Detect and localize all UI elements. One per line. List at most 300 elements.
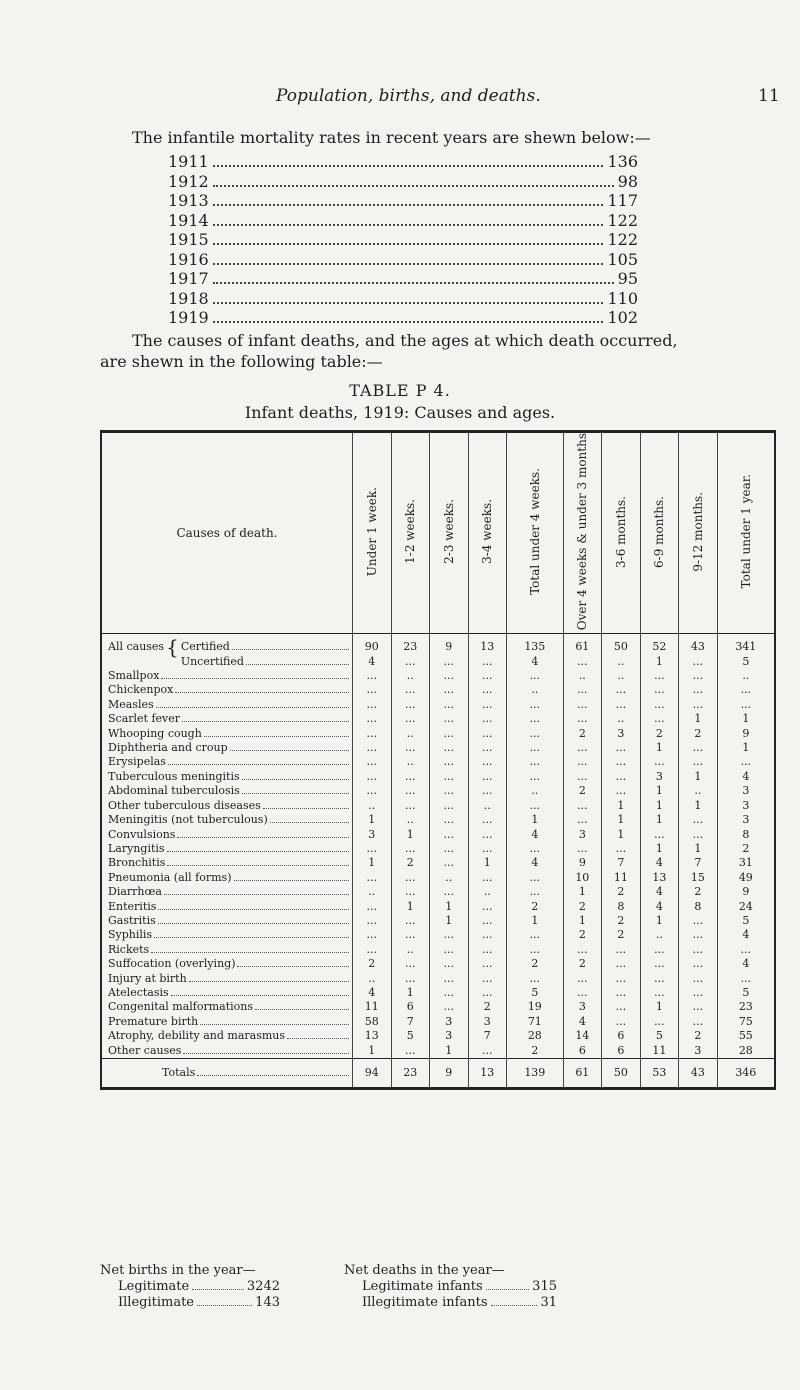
cause-cell bbox=[101, 799, 353, 813]
dot-leader bbox=[234, 880, 350, 881]
table-row bbox=[101, 727, 775, 741]
dot-leader-line bbox=[108, 972, 352, 986]
value-cell: ... bbox=[353, 698, 392, 712]
mortality-rate-row bbox=[168, 269, 638, 289]
value-cell: ... bbox=[391, 655, 430, 669]
value-cell: 4 bbox=[507, 655, 564, 669]
value-cell: ... bbox=[430, 842, 469, 856]
column-header bbox=[679, 432, 718, 634]
value-cell: 4 bbox=[717, 770, 775, 784]
value-cell: 1 bbox=[353, 856, 392, 870]
cause-cell bbox=[101, 669, 353, 683]
rate-value: 98 bbox=[617, 171, 638, 191]
value-cell: ... bbox=[507, 712, 564, 726]
running-title: Population, births, and deaths. bbox=[276, 86, 541, 106]
total-value-cell: 94 bbox=[353, 1059, 392, 1089]
value-cell: ... bbox=[391, 770, 430, 784]
column-header bbox=[468, 432, 507, 634]
value-cell: ... bbox=[353, 669, 392, 683]
value-cell: ... bbox=[602, 741, 641, 755]
value-cell: 1 bbox=[602, 813, 641, 827]
dot-leader bbox=[158, 909, 349, 910]
cause-label: Bronchitis bbox=[108, 856, 166, 870]
value-cell: 4 bbox=[563, 1015, 602, 1029]
value-cell: ... bbox=[602, 842, 641, 856]
value-cell: 49 bbox=[717, 871, 775, 885]
value-cell: ... bbox=[507, 799, 564, 813]
value-cell: 2 bbox=[507, 900, 564, 914]
dot-leader bbox=[182, 721, 349, 722]
total-value-cell: 50 bbox=[602, 1059, 641, 1089]
dot-leader-line bbox=[108, 871, 352, 885]
cause-cell bbox=[101, 842, 353, 856]
value-cell: 2 bbox=[468, 1000, 507, 1014]
cause-label: Diphtheria and croup bbox=[108, 741, 228, 755]
dot-leader bbox=[213, 302, 604, 304]
table-row bbox=[101, 885, 775, 899]
value-cell: 14 bbox=[563, 1029, 602, 1043]
legitimate-births-row bbox=[100, 1279, 280, 1295]
column-header bbox=[507, 432, 564, 634]
dot-leader bbox=[200, 1024, 349, 1025]
year-label: 1915 bbox=[168, 230, 209, 249]
column-header bbox=[563, 432, 602, 634]
value-cell: 1 bbox=[640, 1000, 679, 1014]
dot-leader-line bbox=[108, 943, 352, 957]
value-cell: 3 bbox=[563, 1000, 602, 1014]
mortality-rate-list bbox=[168, 152, 638, 328]
value-cell: ... bbox=[468, 972, 507, 986]
rate-value: 117 bbox=[607, 191, 638, 210]
value-cell: 2 bbox=[602, 914, 641, 928]
value-cell: ... bbox=[430, 698, 469, 712]
value-cell: ... bbox=[391, 842, 430, 856]
cause-label: Gastritis bbox=[108, 913, 156, 927]
value-cell: 3 bbox=[353, 828, 392, 842]
value-cell: .. bbox=[468, 799, 507, 813]
value-cell: ... bbox=[507, 943, 564, 957]
value-cell: 10 bbox=[563, 871, 602, 885]
value-cell: 23 bbox=[391, 634, 430, 655]
value-cell: 2 bbox=[353, 957, 392, 971]
dot-leader-line bbox=[108, 856, 352, 870]
dot-leader-line bbox=[108, 698, 352, 712]
value-cell: ... bbox=[353, 900, 392, 914]
value-cell: 9 bbox=[717, 727, 775, 741]
column-header-label: 3-6 months. bbox=[613, 495, 628, 568]
value-cell: 6 bbox=[602, 1029, 641, 1043]
value-cell: ... bbox=[602, 972, 641, 986]
value-cell: ... bbox=[353, 770, 392, 784]
value-cell: ... bbox=[507, 669, 564, 683]
cause-cell bbox=[101, 885, 353, 899]
dot-leader bbox=[168, 764, 349, 765]
cause-cell bbox=[101, 712, 353, 726]
value-cell: ... bbox=[468, 712, 507, 726]
value-cell: 58 bbox=[353, 1015, 392, 1029]
illegitimate-births-row bbox=[100, 1295, 280, 1311]
value-cell: 1 bbox=[602, 799, 641, 813]
value-cell: ... bbox=[468, 813, 507, 827]
dot-leader-line bbox=[108, 683, 352, 697]
all-causes-row bbox=[101, 655, 775, 669]
value-cell: 5 bbox=[507, 986, 564, 1000]
cause-cell bbox=[101, 755, 353, 769]
cause-cell bbox=[101, 914, 353, 928]
value-cell: 1 bbox=[640, 655, 679, 669]
value-cell: ... bbox=[353, 727, 392, 741]
value-cell: ... bbox=[602, 755, 641, 769]
cause-cell bbox=[101, 928, 353, 942]
value-cell: 2 bbox=[563, 928, 602, 942]
value-cell: ... bbox=[640, 669, 679, 683]
value-cell: ... bbox=[468, 727, 507, 741]
value-cell: ... bbox=[468, 986, 507, 1000]
value-cell: 15 bbox=[679, 871, 718, 885]
value-cell: ... bbox=[391, 712, 430, 726]
value-cell: ... bbox=[430, 972, 469, 986]
dot-leader-line bbox=[108, 727, 352, 741]
cause-cell bbox=[101, 943, 353, 957]
value-cell: ... bbox=[507, 698, 564, 712]
cause-label: Erysipelas bbox=[108, 755, 166, 769]
dot-leader-line bbox=[181, 640, 352, 654]
value-cell: 2 bbox=[507, 957, 564, 971]
value-cell: ... bbox=[640, 1015, 679, 1029]
value-cell: 1 bbox=[679, 842, 718, 856]
value-cell: ... bbox=[468, 928, 507, 942]
value-cell: ... bbox=[679, 914, 718, 928]
cause-cell bbox=[101, 741, 353, 755]
cause-cell bbox=[101, 986, 353, 1000]
value-cell: 28 bbox=[507, 1029, 564, 1043]
value-cell: 1 bbox=[563, 914, 602, 928]
cause-label: Diarrhœa bbox=[108, 885, 162, 899]
dot-leader bbox=[164, 894, 349, 895]
value-cell: ... bbox=[717, 683, 775, 697]
dot-leader bbox=[175, 692, 349, 693]
cause-label: Injury at birth bbox=[108, 971, 187, 985]
value-cell: ... bbox=[391, 1044, 430, 1059]
mortality-rate-row bbox=[168, 152, 638, 172]
value-cell: 19 bbox=[507, 1000, 564, 1014]
value-cell: ... bbox=[679, 655, 718, 669]
dot-leader bbox=[204, 736, 349, 737]
cause-label: Chickenpox bbox=[108, 683, 174, 697]
value-cell: .. bbox=[602, 669, 641, 683]
value-cell: ... bbox=[468, 741, 507, 755]
cause-label: Other causes bbox=[108, 1043, 182, 1057]
value-cell: .. bbox=[353, 972, 392, 986]
cause-cell bbox=[101, 957, 353, 971]
causes-paragraph bbox=[100, 330, 800, 372]
value-cell: .. bbox=[391, 943, 430, 957]
value-cell: ... bbox=[468, 655, 507, 669]
value-cell: ... bbox=[468, 1044, 507, 1059]
value-cell: 2 bbox=[563, 784, 602, 798]
table-row bbox=[101, 755, 775, 769]
value-cell: ... bbox=[640, 957, 679, 971]
value-cell: 24 bbox=[717, 900, 775, 914]
value-cell: ... bbox=[507, 755, 564, 769]
table-row bbox=[101, 856, 775, 870]
value-cell: 1 bbox=[640, 914, 679, 928]
table-row bbox=[101, 784, 775, 798]
dot-leader-line bbox=[108, 1015, 352, 1029]
value-cell: 8 bbox=[602, 900, 641, 914]
value-cell: ... bbox=[391, 885, 430, 899]
dot-leader bbox=[167, 865, 349, 866]
cause-cell bbox=[101, 871, 353, 885]
value-cell: ... bbox=[563, 943, 602, 957]
value-cell: ... bbox=[468, 669, 507, 683]
value-cell: 8 bbox=[679, 900, 718, 914]
mortality-rate-row bbox=[168, 308, 638, 328]
value-cell: .. bbox=[717, 669, 775, 683]
value-cell: 1 bbox=[391, 828, 430, 842]
value-cell: ... bbox=[468, 842, 507, 856]
all-causes-row bbox=[101, 634, 775, 655]
value-cell: 1 bbox=[430, 1044, 469, 1059]
value-cell: .. bbox=[353, 885, 392, 899]
value-cell: ... bbox=[602, 1015, 641, 1029]
illegit-infants-label: Illegitimate infants bbox=[362, 1295, 488, 1310]
value-cell: 2 bbox=[679, 885, 718, 899]
value-cell: ... bbox=[679, 957, 718, 971]
value-cell: 55 bbox=[717, 1029, 775, 1043]
total-value-cell: 13 bbox=[468, 1059, 507, 1089]
dot-leader bbox=[270, 822, 349, 823]
table-subtitle: Infant deaths, 1919: Causes and ages. bbox=[244, 403, 556, 422]
table-header-row bbox=[101, 432, 775, 634]
value-cell: ... bbox=[679, 828, 718, 842]
value-cell: ... bbox=[391, 914, 430, 928]
value-cell: ... bbox=[717, 972, 775, 986]
table-row bbox=[101, 813, 775, 827]
table-row bbox=[101, 828, 775, 842]
dot-leader bbox=[237, 966, 349, 967]
value-cell: .. bbox=[640, 928, 679, 942]
value-cell: ... bbox=[468, 957, 507, 971]
value-cell: ... bbox=[430, 799, 469, 813]
cause-label: Tuberculous meningitis bbox=[108, 769, 240, 783]
cause-label: Atrophy, debility and marasmus bbox=[108, 1029, 285, 1043]
value-cell: 1 bbox=[353, 1044, 392, 1059]
value-cell: ... bbox=[391, 928, 430, 942]
value-cell: ... bbox=[468, 900, 507, 914]
value-cell: ... bbox=[430, 928, 469, 942]
dot-leader-line bbox=[162, 1059, 352, 1087]
value-cell: ... bbox=[640, 972, 679, 986]
dot-leader bbox=[158, 923, 349, 924]
value-cell: 3 bbox=[602, 727, 641, 741]
value-cell: 11 bbox=[640, 1044, 679, 1059]
value-cell: .. bbox=[391, 755, 430, 769]
value-cell: 1 bbox=[468, 856, 507, 870]
value-cell: ... bbox=[507, 741, 564, 755]
value-cell: 28 bbox=[717, 1044, 775, 1059]
value-cell: .. bbox=[602, 712, 641, 726]
total-value-cell: 43 bbox=[679, 1059, 718, 1089]
all-causes-label: All causes bbox=[108, 640, 165, 654]
value-cell: ... bbox=[468, 871, 507, 885]
value-cell: 61 bbox=[563, 634, 602, 655]
cause-label: Abdominal tuberculosis bbox=[108, 784, 240, 798]
value-cell: .. bbox=[391, 727, 430, 741]
value-cell: 4 bbox=[717, 957, 775, 971]
dot-leader-line bbox=[108, 928, 352, 942]
dot-leader bbox=[213, 263, 604, 265]
value-cell: ... bbox=[468, 755, 507, 769]
dot-leader-line bbox=[108, 755, 352, 769]
year-label: 1913 bbox=[168, 191, 209, 210]
cause-label: Other tuberculous diseases bbox=[108, 798, 261, 812]
illegit-infants-value: 31 bbox=[540, 1295, 557, 1310]
mortality-rate-row bbox=[168, 289, 638, 309]
value-cell: 1 bbox=[640, 799, 679, 813]
value-cell: ... bbox=[563, 972, 602, 986]
table-row bbox=[101, 770, 775, 784]
value-cell: 52 bbox=[640, 634, 679, 655]
value-cell: ... bbox=[430, 957, 469, 971]
year-label: 1916 bbox=[168, 249, 209, 269]
dot-leader bbox=[246, 664, 349, 665]
table-row bbox=[101, 799, 775, 813]
cause-label: Smallpox bbox=[108, 669, 160, 683]
value-cell: ... bbox=[563, 655, 602, 669]
value-cell: 2 bbox=[563, 957, 602, 971]
value-cell: 1 bbox=[430, 900, 469, 914]
value-cell: 1 bbox=[640, 842, 679, 856]
value-cell: ... bbox=[507, 871, 564, 885]
column-header bbox=[717, 432, 775, 634]
dot-leader bbox=[213, 185, 614, 187]
value-cell: ... bbox=[679, 972, 718, 986]
value-cell: 4 bbox=[507, 828, 564, 842]
value-cell: 75 bbox=[717, 1015, 775, 1029]
value-cell: ... bbox=[679, 943, 718, 957]
value-cell: 3 bbox=[717, 813, 775, 827]
value-cell: 43 bbox=[679, 634, 718, 655]
cause-label: Enteritis bbox=[108, 899, 157, 913]
value-cell: ... bbox=[353, 943, 392, 957]
cause-label: Congenital malformations bbox=[108, 1000, 254, 1014]
value-cell: 2 bbox=[717, 842, 775, 856]
dot-leader bbox=[189, 981, 349, 982]
cause-cell bbox=[101, 828, 353, 842]
table-row bbox=[101, 698, 775, 712]
cause-cell bbox=[101, 698, 353, 712]
value-cell: ... bbox=[507, 928, 564, 942]
value-cell: 1 bbox=[602, 828, 641, 842]
rate-value: 136 bbox=[607, 152, 638, 171]
value-cell: ... bbox=[391, 871, 430, 885]
year-label: 1911 bbox=[168, 152, 209, 171]
value-cell: ... bbox=[679, 698, 718, 712]
total-value-cell: 61 bbox=[563, 1059, 602, 1089]
intro-text: The infantile mortality rates in recent years are shewn below:— bbox=[132, 128, 651, 147]
value-cell: 2 bbox=[640, 727, 679, 741]
value-cell: 5 bbox=[717, 914, 775, 928]
value-cell: 11 bbox=[353, 1000, 392, 1014]
value-cell: ... bbox=[563, 799, 602, 813]
dot-leader bbox=[491, 1305, 538, 1306]
value-cell: ... bbox=[640, 755, 679, 769]
value-cell: 6 bbox=[602, 1044, 641, 1059]
dot-leader bbox=[255, 1009, 349, 1010]
dot-leader-line bbox=[108, 741, 352, 755]
value-cell: .. bbox=[468, 885, 507, 899]
column-header-label: 6-9 months. bbox=[652, 495, 667, 568]
total-value-cell: 346 bbox=[717, 1059, 775, 1089]
cause-label: Pneumonia (all forms) bbox=[108, 870, 232, 884]
value-cell: 13 bbox=[353, 1029, 392, 1043]
value-cell: ... bbox=[679, 683, 718, 697]
column-header-label: 1-2 weeks. bbox=[403, 499, 418, 565]
table-row bbox=[101, 1000, 775, 1014]
value-cell: ... bbox=[563, 683, 602, 697]
column-header bbox=[430, 432, 469, 634]
cause-cell bbox=[101, 1015, 353, 1029]
value-cell: ... bbox=[391, 683, 430, 697]
dot-leader-line bbox=[108, 784, 352, 798]
total-value-cell: 9 bbox=[430, 1059, 469, 1089]
value-cell: 2 bbox=[507, 1044, 564, 1059]
value-cell: ... bbox=[353, 712, 392, 726]
table-row bbox=[101, 741, 775, 755]
value-cell: ... bbox=[353, 741, 392, 755]
value-cell: ... bbox=[391, 784, 430, 798]
births-summary bbox=[100, 1263, 280, 1311]
value-cell: 4 bbox=[640, 885, 679, 899]
table-row bbox=[101, 871, 775, 885]
value-cell: 3 bbox=[563, 828, 602, 842]
value-cell: ... bbox=[717, 755, 775, 769]
table-row bbox=[101, 900, 775, 914]
table-body bbox=[101, 634, 775, 1089]
cause-label: Suffocation (overlying) bbox=[108, 957, 236, 971]
cause-label: Premature birth bbox=[108, 1014, 199, 1028]
value-cell: ... bbox=[679, 928, 718, 942]
value-cell: ... bbox=[468, 943, 507, 957]
dot-leader bbox=[486, 1289, 529, 1290]
rate-value: 105 bbox=[607, 249, 638, 269]
infant-deaths-table bbox=[100, 430, 776, 1090]
dot-leader bbox=[183, 1053, 349, 1054]
value-cell: 5 bbox=[640, 1029, 679, 1043]
value-cell: 13 bbox=[640, 871, 679, 885]
value-cell: 2 bbox=[679, 1029, 718, 1043]
value-cell: 1 bbox=[430, 914, 469, 928]
paragraph-line: are shewn in the following table:— bbox=[100, 352, 383, 371]
value-cell: 31 bbox=[717, 856, 775, 870]
value-cell: 2 bbox=[563, 900, 602, 914]
value-cell: ... bbox=[353, 784, 392, 798]
value-cell: 11 bbox=[602, 871, 641, 885]
value-cell: 135 bbox=[507, 634, 564, 655]
value-cell: 2 bbox=[563, 727, 602, 741]
illegit-infants-row bbox=[344, 1295, 557, 1311]
value-cell: 3 bbox=[430, 1015, 469, 1029]
value-cell: 1 bbox=[640, 741, 679, 755]
dot-leader bbox=[192, 1289, 244, 1290]
value-cell: 4 bbox=[640, 900, 679, 914]
value-cell: ... bbox=[353, 683, 392, 697]
year-label: 1912 bbox=[168, 171, 209, 191]
value-cell: ... bbox=[640, 986, 679, 1000]
dot-leader-line bbox=[108, 914, 352, 928]
value-cell: ... bbox=[602, 770, 641, 784]
